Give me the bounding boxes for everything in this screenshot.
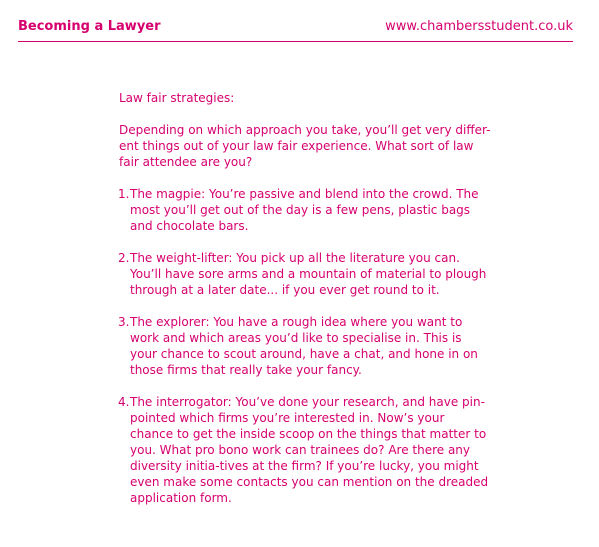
article-intro: Depending on which approach you take, you’ll get very differ-ent things out of your law fair experience. What sort of law fair attendee are you? xyxy=(119,123,491,169)
list-item xyxy=(119,250,491,298)
list-item xyxy=(119,314,491,378)
article-heading: Law fair strategies: xyxy=(119,91,235,105)
article-body xyxy=(119,90,491,522)
list-item-text: The magpie: You’re passive and blend into the crowd. The most you’ll get out of the day is a few pens, plastic bags and chocolate bars. xyxy=(130,187,479,233)
section-title: Becoming a Lawyer xyxy=(18,19,161,34)
list-item xyxy=(119,186,491,234)
strategy-list xyxy=(119,186,491,506)
list-item-text: The weight-lifter: You pick up all the literature you can. You’ll have sore arms and a mountain of material to plough through at a later date... if you ever get round to it. xyxy=(130,251,487,297)
list-item-number: 2. xyxy=(118,251,130,265)
list-item-number: 1. xyxy=(118,187,130,201)
list-item-number: 3. xyxy=(118,315,130,329)
list-item-number: 4. xyxy=(118,395,130,409)
page-header xyxy=(18,19,573,42)
list-item xyxy=(119,394,491,506)
list-item-text: The interrogator: You’ve done your research, and have pin-pointed which firms you’re interested in. Now’s your chance to get the inside scoop on the things that matter to you. What pro bono work can trainees do? Are there any diversity initia-tives at the firm? If you’re lucky, you might even make some contacts you can mention on the dreaded application form. xyxy=(130,395,489,505)
list-item-text: The explorer: You have a rough idea where you want to work and which areas you’d like to specialise in. This is your chance to scout around, have a chat, and hone in on those firms that really take your fancy. xyxy=(130,315,478,377)
website-url: www.chambersstudent.co.uk xyxy=(385,19,573,34)
